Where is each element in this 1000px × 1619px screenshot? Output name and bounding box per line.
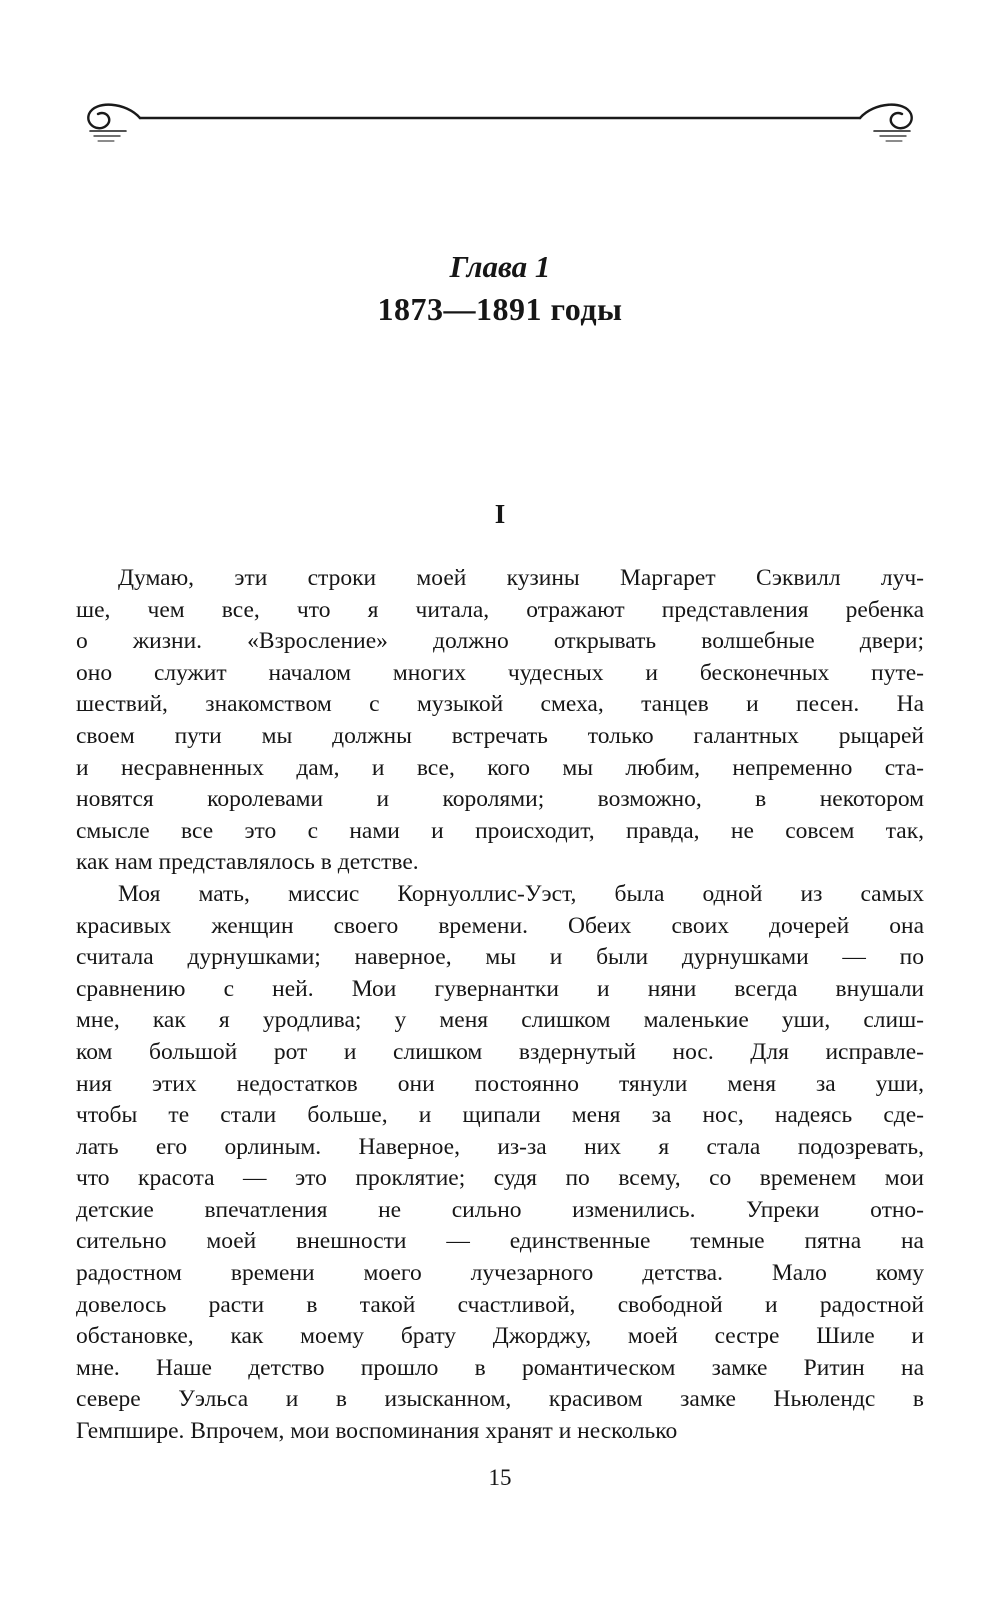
text-line: Моя мать, миссис Корнуоллис-Уэст, была одной из самых <box>118 880 924 907</box>
text-line: ния этих недостатков они постоянно тянули меня за уши, <box>76 1070 924 1097</box>
text-line: как нам представлялось в детстве. <box>76 849 419 876</box>
text-line: чтобы те стали больше, и щипали меня за нос, надеясь сде- <box>76 1102 924 1129</box>
text-line: о жизни. «Взросление» должно открывать волшебные двери; <box>76 628 924 655</box>
text-line: мне. Наше детство прошло в романтическом замке Ритин на <box>76 1354 924 1381</box>
text-line: что красота — это проклятие; судя по всему, со временем мои <box>76 1165 924 1192</box>
ornament-spiral-right <box>860 105 912 141</box>
chapter-title: Глава 1 <box>449 249 551 284</box>
text-line: оно служит началом многих чудесных и бесконечных путе- <box>76 659 924 686</box>
text-line: обстановке, как моему брату Джорджу, моей сестре Шиле и <box>76 1323 924 1350</box>
text-line: радостном времени моего лучезарного детства. Мало кому <box>76 1260 924 1287</box>
text-line: севере Уэльса и в изысканном, красивом замке Ньюлендс в <box>76 1386 924 1413</box>
text-line: детские впечатления не сильно изменились. Упреки отно- <box>76 1196 924 1223</box>
text-line: ком большой рот и слишком вздернутый нос. Для исправле- <box>76 1038 924 1065</box>
text-line: Думаю, эти строки моей кузины Маргарет Сэквилл луч- <box>118 565 924 591</box>
text-line: сительно моей внешности — единственные темные пятна на <box>76 1228 924 1255</box>
section-number: I <box>494 499 506 529</box>
text-line: считала дурнушками; наверное, мы и были дурнушками — по <box>76 944 924 971</box>
ornament-spiral-left <box>88 105 140 141</box>
text-line: сравнению с ней. Мои гувернантки и няни всегда внушали <box>76 975 924 1002</box>
page-number: 15 <box>488 1464 512 1490</box>
chapter-subtitle: 1873—1891 годы <box>377 291 623 327</box>
text-line: новятся королевами и королями; возможно, в некотором <box>76 786 924 813</box>
text-line: лать его орлиным. Наверное, из-за них я стала подозревать, <box>76 1133 924 1160</box>
paragraph <box>76 879 924 1448</box>
text-line: мне, как я уродлива; у меня слишком маленькие уши, слиш- <box>76 1007 924 1034</box>
ornament-rule-icon <box>80 98 920 146</box>
paragraph <box>76 563 924 879</box>
text-line: Гемпшире. Впрочем, мои воспоминания хранят и несколько <box>76 1418 678 1445</box>
text-line: довелось расти в такой счастливой, свободной и радостной <box>76 1291 924 1318</box>
text-line: смысле все это с нами и происходит, правда, не совсем так, <box>76 817 924 844</box>
text-line: шествий, знакомством с музыкой смеха, танцев и песен. На <box>76 691 924 718</box>
text-line: и несравненных дам, и все, кого мы любим, непременно ста- <box>76 754 924 781</box>
text-line: ше, чем все, что я читала, отражают представления ребенка <box>76 596 924 623</box>
text-line: своем пути мы должны встречать только галантных рыцарей <box>76 722 924 749</box>
header-ornament <box>80 98 920 146</box>
text-line: красивых женщин своего времени. Обеих своих дочерей она <box>76 912 924 939</box>
body-text <box>76 563 924 1448</box>
